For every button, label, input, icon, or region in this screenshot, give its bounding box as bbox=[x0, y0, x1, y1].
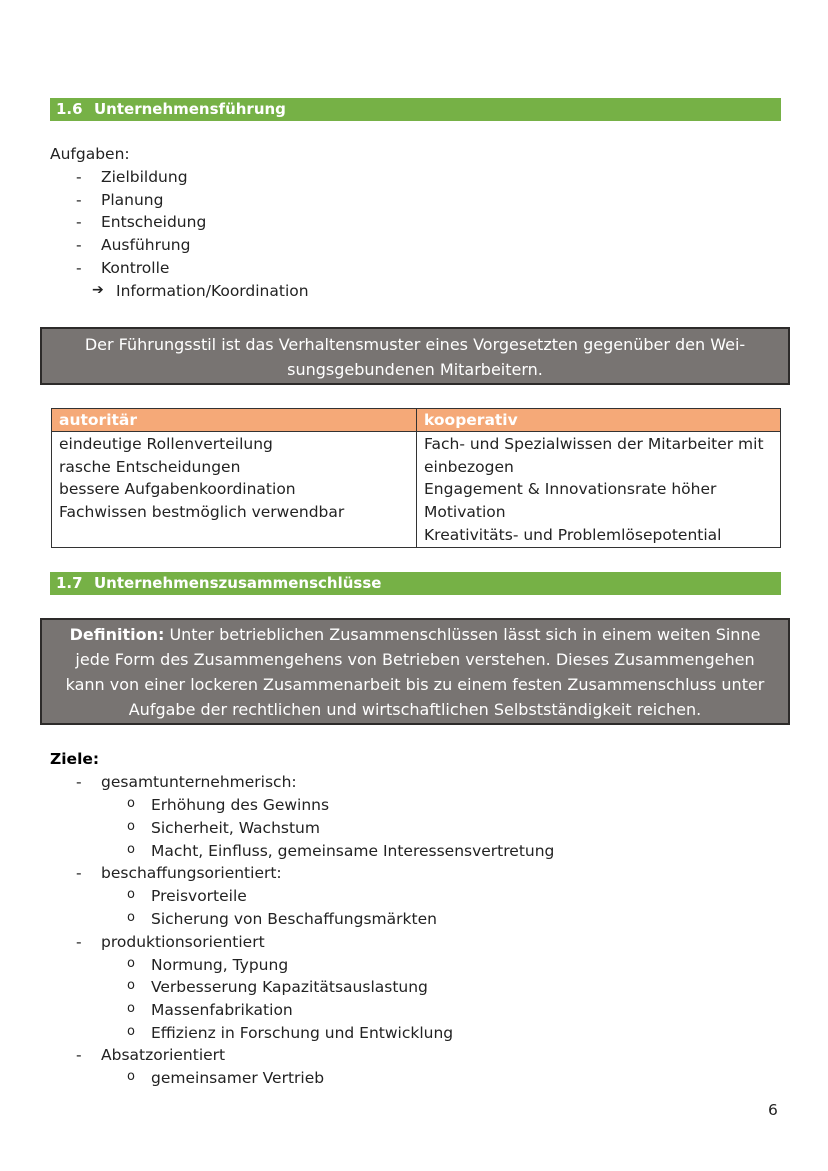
page-number: 6 bbox=[768, 1101, 778, 1119]
table-cell-line: einbezogen bbox=[424, 457, 514, 476]
table-cell-line: Fach- und Spezialwissen der Mitarbeiter mit bbox=[424, 435, 764, 453]
sub-list-item: gemeinsamer Vertrieb bbox=[151, 1069, 325, 1087]
sub-bullet: o bbox=[127, 842, 135, 857]
sub-bullet: o bbox=[127, 887, 135, 902]
box-line: sungsgebundenen Mitarbeitern. bbox=[287, 360, 543, 379]
list-bullet: - bbox=[76, 1046, 82, 1064]
table-cell-line: bessere Aufgabenkoordination bbox=[59, 480, 296, 499]
sub-list-item: Sicherheit, Wachstum bbox=[151, 819, 320, 837]
table-cell-line: Kreativitäts- und Problemlösepotential bbox=[424, 525, 722, 544]
list-item: beschaffungsorientiert: bbox=[101, 864, 282, 882]
box-line: Aufgabe der rechtlichen und wirtschaftlichen Selbstständigkeit reichen. bbox=[128, 700, 702, 719]
sub-list-item: Normung, Typung bbox=[151, 956, 289, 974]
sub-list-item: Macht, Einfluss, gemeinsame Interessensvertretung bbox=[151, 842, 555, 860]
column-header-kooperativ: kooperativ bbox=[417, 409, 781, 432]
aufgaben-label: Aufgaben: bbox=[50, 145, 130, 163]
section-number: 1.7 bbox=[56, 574, 83, 592]
sub-bullet: o bbox=[127, 1069, 135, 1084]
box-line: Der Führungsstil ist das Verhaltensmuster eines Vorgesetzten gegenüber den Wei- bbox=[84, 335, 746, 354]
sub-bullet: o bbox=[127, 819, 135, 834]
sub-list-item: Effizienz in Forschung und Entwicklung bbox=[151, 1024, 454, 1042]
table-cell-line: Motivation bbox=[424, 503, 506, 522]
sub-list-item: Erhöhung des Gewinns bbox=[151, 796, 330, 814]
sub-list-item: Preisvorteile bbox=[151, 887, 247, 905]
sub-bullet: o bbox=[127, 1024, 135, 1039]
list-bullet: - bbox=[76, 213, 82, 231]
definition-label: Definition: bbox=[69, 625, 165, 644]
sub-bullet: o bbox=[127, 796, 135, 811]
list-bullet: - bbox=[76, 773, 82, 791]
section-title: Unternehmenszusammenschlüsse bbox=[94, 574, 382, 592]
list-item: Kontrolle bbox=[101, 259, 170, 277]
box-line: kann von einer lockeren Zusammenarbeit bis zu einem festen Zusammenschluss unter bbox=[65, 675, 765, 694]
box-line: jede Form des Zusammengehens von Betrieben verstehen. Dieses Zusammengehen bbox=[75, 650, 755, 669]
sub-list-item: Sicherung von Beschaffungsmärkten bbox=[151, 910, 437, 928]
list-bullet: - bbox=[76, 191, 82, 209]
sub-bullet: o bbox=[127, 910, 135, 925]
section-number: 1.6 bbox=[56, 100, 83, 118]
list-bullet: - bbox=[76, 933, 82, 951]
list-item: Ausführung bbox=[101, 236, 191, 254]
list-item: Entscheidung bbox=[101, 213, 207, 231]
table-header-row bbox=[52, 409, 781, 432]
fuehrungsstil-table bbox=[51, 408, 781, 548]
column-header-autoritaer: autoritär bbox=[52, 409, 417, 432]
arrow-item: Information/Koordination bbox=[116, 282, 309, 300]
sub-list-item: Verbesserung Kapazitätsauslastung bbox=[151, 978, 428, 996]
definition-box bbox=[40, 618, 790, 725]
table-row bbox=[52, 432, 781, 548]
section-heading-1-6 bbox=[50, 98, 781, 121]
list-bullet: - bbox=[76, 236, 82, 254]
table-cell-autoritaer bbox=[52, 432, 417, 548]
table-cell-line: Engagement & Innovationsrate höher bbox=[424, 480, 717, 499]
list-item: Planung bbox=[101, 191, 164, 209]
definition-text: Unter betrieblichen Zusammenschlüssen lässt sich in einem weiten Sinne bbox=[164, 625, 761, 644]
box-line bbox=[42, 622, 788, 647]
sub-bullet: o bbox=[127, 956, 135, 971]
list-item: Zielbildung bbox=[101, 168, 188, 186]
list-item: produktionsorientiert bbox=[101, 933, 265, 951]
table-cell-line: Fachwissen bestmöglich verwendbar bbox=[59, 503, 345, 522]
sub-list-item: Massenfabrikation bbox=[151, 1001, 293, 1019]
section-heading-1-7 bbox=[50, 572, 781, 595]
sub-bullet: o bbox=[127, 978, 135, 993]
sub-bullet: o bbox=[127, 1001, 135, 1016]
section-title: Unternehmensführung bbox=[94, 100, 286, 118]
table-cell-line: rasche Entscheidungen bbox=[59, 457, 241, 476]
list-bullet: - bbox=[76, 259, 82, 277]
list-item: gesamtunternehmerisch: bbox=[101, 773, 297, 791]
table-cell-kooperativ bbox=[417, 432, 781, 548]
arrow-right-icon: ➔ bbox=[92, 282, 104, 298]
list-bullet: - bbox=[76, 864, 82, 882]
list-bullet: - bbox=[76, 168, 82, 186]
table-cell-line: eindeutige Rollenverteilung bbox=[59, 435, 273, 453]
list-item: Absatzorientiert bbox=[101, 1046, 226, 1064]
ziele-label: Ziele: bbox=[50, 750, 100, 768]
fuehrungsstil-definition-box bbox=[40, 327, 790, 385]
